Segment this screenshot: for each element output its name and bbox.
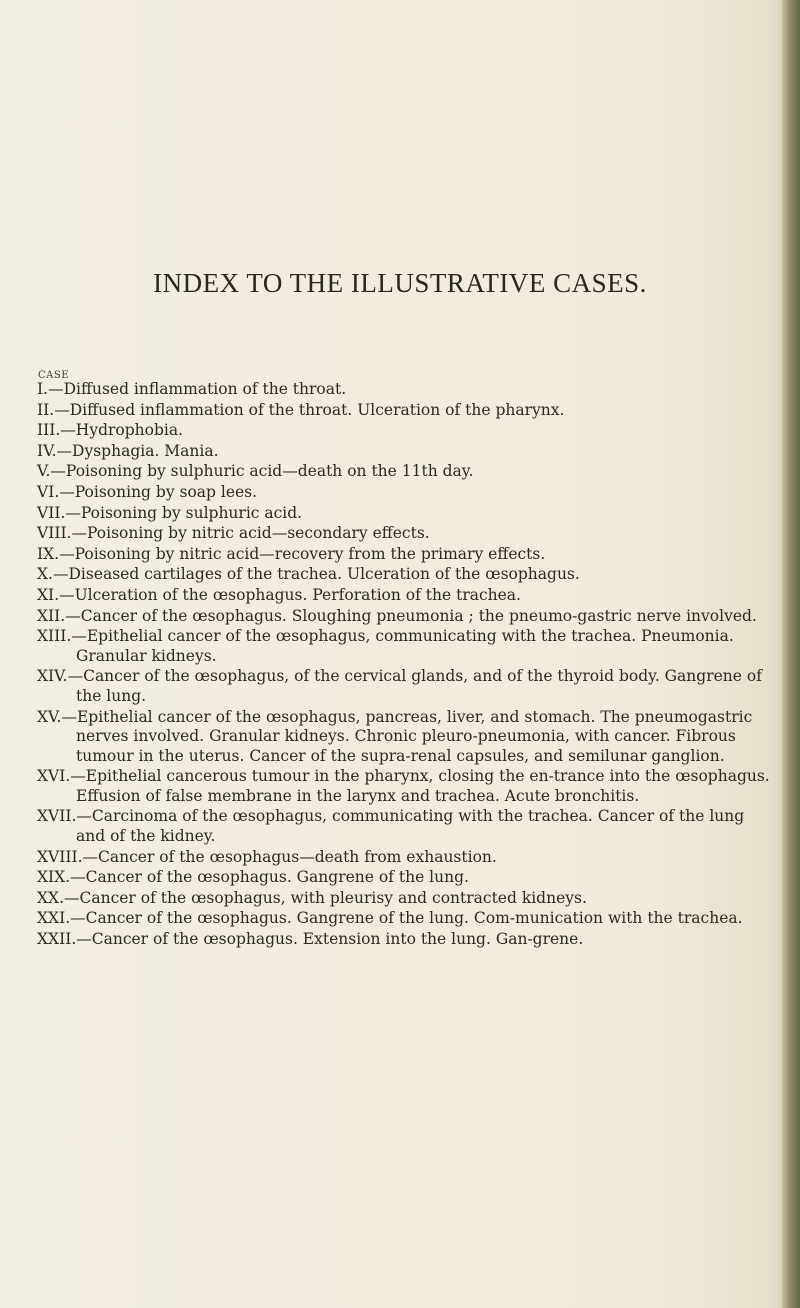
case-number: XV. [37, 707, 62, 726]
case-number: XXII. [37, 930, 77, 949]
case-number: XXI. [37, 909, 71, 928]
case-number: V. [37, 462, 51, 481]
case-description: —Cancer of the œsophagus. Sloughing pneumonia ; the pneumo-gastric nerve involved. [65, 606, 757, 625]
case-entry-6 [37, 483, 777, 503]
case-number: XIII. [37, 627, 72, 646]
case-description: —Poisoning by soap lees. [59, 482, 258, 501]
case-number: XVIII. [37, 847, 83, 866]
case-number: IX. [37, 544, 60, 563]
case-entry-1 [37, 380, 777, 400]
case-number: XVI. [37, 767, 71, 786]
case-description: —Hydrophobia. [60, 421, 184, 440]
case-description: —Cancer of the œsophagus. Gangrene of the lung. [70, 868, 469, 887]
case-column-label: CASE [38, 370, 70, 381]
case-description: —Poisoning by nitric acid—secondary effects. [71, 524, 430, 543]
case-entry-17 [37, 807, 777, 846]
case-entry-9 [37, 545, 777, 565]
case-entry-7 [37, 504, 777, 524]
case-description: —Poisoning by sulphuric acid—death on the 11th day. [50, 462, 474, 481]
case-entry-4 [37, 442, 777, 462]
case-description: —Cancer of the œsophagus, with pleurisy and contracted kidneys. [64, 888, 587, 907]
case-entry-13 [37, 627, 777, 666]
case-entry-11 [37, 586, 777, 606]
case-entry-18 [37, 848, 777, 868]
case-number: VII. [37, 503, 66, 522]
case-entry-10 [37, 565, 777, 585]
case-entry-12 [37, 607, 777, 627]
case-description: —Dysphagia. Mania. [56, 441, 219, 460]
case-description: —Poisoning by nitric acid—recovery from the primary effects. [59, 544, 546, 563]
case-entry-8 [37, 524, 777, 544]
case-number: XIV. [37, 667, 68, 686]
case-number: XVII. [37, 807, 77, 826]
case-number: IV. [37, 441, 57, 460]
case-entry-19 [37, 868, 777, 888]
case-number: XX. [37, 888, 64, 907]
case-description: —Epithelial cancer of the œsophagus, pancreas, liver, and stomach. The pneumogastric nerves involved. Granular kidneys. Chronic pleuro-pneumonia, with cancer. Fibrous tumour in the uterus. Cancer of the supra-renal capsules, and semilunar ganglion. [61, 707, 753, 765]
case-entry-16 [37, 767, 777, 806]
case-entry-20 [37, 889, 777, 909]
case-description: —Diffused inflammation of the throat. Ulceration of the pharynx. [54, 400, 565, 419]
case-entry-3 [37, 421, 777, 441]
case-description: —Epithelial cancer of the œsophagus, communicating with the trachea. Pneumonia. Granular kidneys. [71, 627, 734, 665]
page-title: INDEX TO THE ILLUSTRATIVE CASES. [153, 268, 647, 298]
case-number: VIII. [37, 524, 72, 543]
case-entry-2 [37, 401, 777, 421]
case-number: XI. [37, 585, 60, 604]
case-description: —Cancer of the œsophagus. Gangrene of the lung. Com-munication with the trachea. [70, 909, 743, 928]
book-spine-edge [782, 0, 800, 1308]
case-entry-5 [37, 462, 777, 482]
case-entry-21 [37, 909, 777, 929]
case-number: X. [37, 565, 53, 584]
case-description: —Poisoning by sulphuric acid. [65, 503, 303, 522]
case-index-list [37, 380, 777, 950]
case-description: —Ulceration of the œsophagus. Perforation of the trachea. [59, 585, 521, 604]
case-entry-15 [37, 708, 777, 767]
case-number: VI. [37, 482, 60, 501]
case-description: —Carcinoma of the œsophagus, communicating with the trachea. Cancer of the lung and of the kidney. [76, 807, 745, 846]
case-description: —Diseased cartilages of the trachea. Ulceration of the œsophagus. [52, 565, 580, 584]
case-entry-14 [37, 667, 777, 706]
case-description: —Epithelial cancerous tumour in the pharynx, closing the en-trance into the œsophagus. Effusion of false membrane in the larynx and trachea. Acute bronchitis. [70, 767, 770, 805]
case-number: II. [37, 400, 55, 419]
case-entry-22 [37, 930, 777, 950]
case-description: —Cancer of the œsophagus—death from exhaustion. [82, 847, 497, 866]
case-number: XII. [37, 606, 66, 625]
case-number: I. [37, 380, 49, 398]
case-description: —Cancer of the œsophagus. Extension into the lung. Gan-grene. [76, 930, 584, 949]
case-description: —Cancer of the œsophagus, of the cervical glands, and of the thyroid body. Gangrene of the lung. [67, 667, 762, 705]
case-number: XIX. [37, 868, 71, 887]
case-number: III. [37, 421, 61, 440]
case-description: —Diffused inflammation of the throat. [48, 380, 347, 398]
